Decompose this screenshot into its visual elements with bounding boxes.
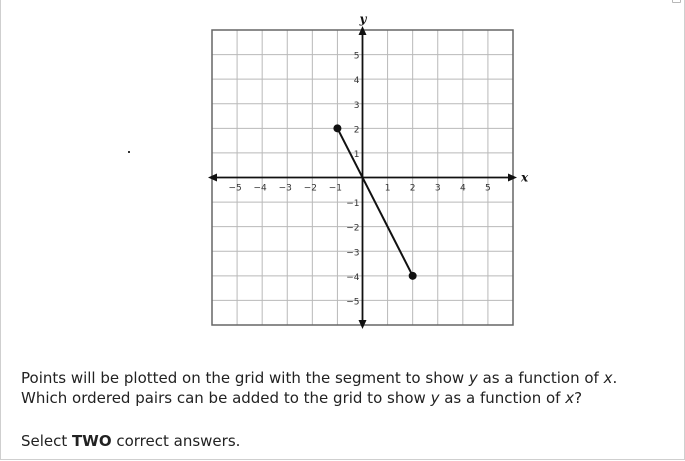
x-axis-label: x [521,170,529,185]
x-tick-label: 5 [485,183,491,194]
x-tick-label: −3 [278,183,292,194]
y-tick-label: −4 [346,272,360,283]
instruction-text [21,431,240,451]
question-line-1-start: Points will be plotted on the grid with the segment to show [21,369,469,387]
x-tick-label: 2 [409,183,416,194]
x-tick-label: 3 [434,183,441,194]
question-line-2 [21,388,617,408]
question-line-1-middle: as a function of [477,369,604,387]
y-axis-label: y [359,12,367,26]
question-text [21,368,617,408]
y-tick-label: 1 [353,149,360,160]
y-tick-label: −1 [346,199,360,210]
question-line-2-var-y: y [430,389,440,407]
y-tick-label: −3 [346,248,360,259]
x-tick-label: −2 [303,183,317,194]
y-tick-label: −5 [346,297,360,308]
y-tick-label: −2 [346,223,360,234]
instruction-count: TWO [72,432,112,450]
x-tick-label: 4 [459,183,466,194]
y-tick-label: 5 [353,51,360,62]
segment-endpoint [409,272,417,280]
question-line-2-start: Which ordered pairs can be added to the grid to show [21,389,431,407]
y-tick-label: 2 [353,125,360,136]
question-line-1-var-x: x [603,369,613,387]
x-tick-label: −4 [253,183,267,194]
question-line-2-end: ? [574,389,583,407]
x-tick-label: 1 [384,183,391,194]
y-tick-label: 3 [353,100,360,111]
x-tick-label: −1 [328,183,343,194]
question-line-1 [21,368,617,388]
y-tick-label: 4 [353,76,360,87]
segment-endpoint [333,124,341,132]
question-line-2-var-x: x [565,389,575,407]
instruction-end: correct answers. [111,432,241,450]
question-line-1-var-y: y [468,369,478,387]
question-line-2-middle: as a function of [439,389,566,407]
instruction-start: Select [21,432,73,450]
question-line-1-end: . [612,369,618,387]
x-tick-label: −5 [228,183,242,194]
